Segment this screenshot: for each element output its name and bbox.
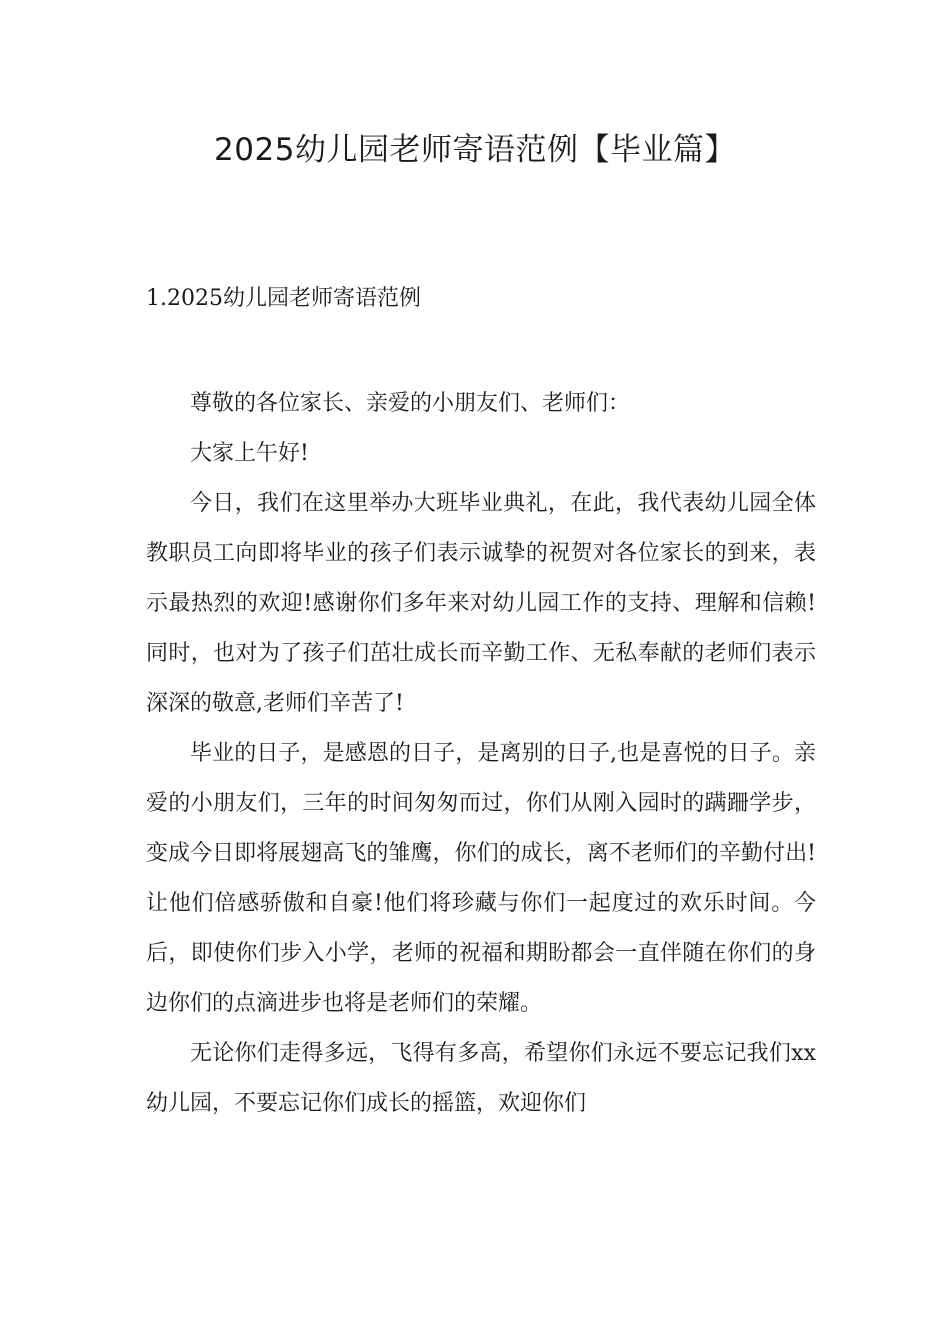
- body-text: [146, 379, 816, 1129]
- paragraph-wishes: 无论你们走得多远，飞得有多高，希望你们永远不要忘记我们xx幼儿园，不要忘记你们成长的摇篮，欢迎你们: [146, 1041, 816, 1116]
- paragraph-graduation-day: 毕业的日子，是感恩的日子，是离别的日子,也是喜悦的日子。亲爱的小朋友们，三年的时间匆匆而过，你们从刚入园时的蹒跚学步，变成今日即将展翅高飞的雏鹰，你们的成长，离不老师们的辛勤付出!让他们倍感骄傲和自豪!他们将珍藏与你们一起度过的欢乐时间。今后，即使你们步入小学，老师的祝福和期盼都会一直伴随在你们的身边你们的点滴进步也将是老师们的荣耀。: [146, 741, 816, 1016]
- section-heading: 1.2025幼儿园老师寄语范例: [146, 286, 421, 311]
- paragraph-salutation: 大家上午好!: [190, 441, 309, 466]
- document-title: 2025幼儿园老师寄语范例【毕业篇】: [214, 132, 736, 168]
- paragraph-greeting: 尊敬的各位家长、亲爱的小朋友们、老师们：: [190, 391, 631, 416]
- paragraph-welcome: 今日，我们在这里举办大班毕业典礼，在此，我代表幼儿园全体教职员工向即将毕业的孩子们表示诚挚的祝贺对各位家长的到来，表示最热烈的欢迎!感谢你们多年来对幼儿园工作的支持、理解和信赖!同时，也对为了孩子们茁壮成长而辛勤工作、无私奉献的老师们表示深深的敬意,老师们辛苦了!: [146, 491, 816, 716]
